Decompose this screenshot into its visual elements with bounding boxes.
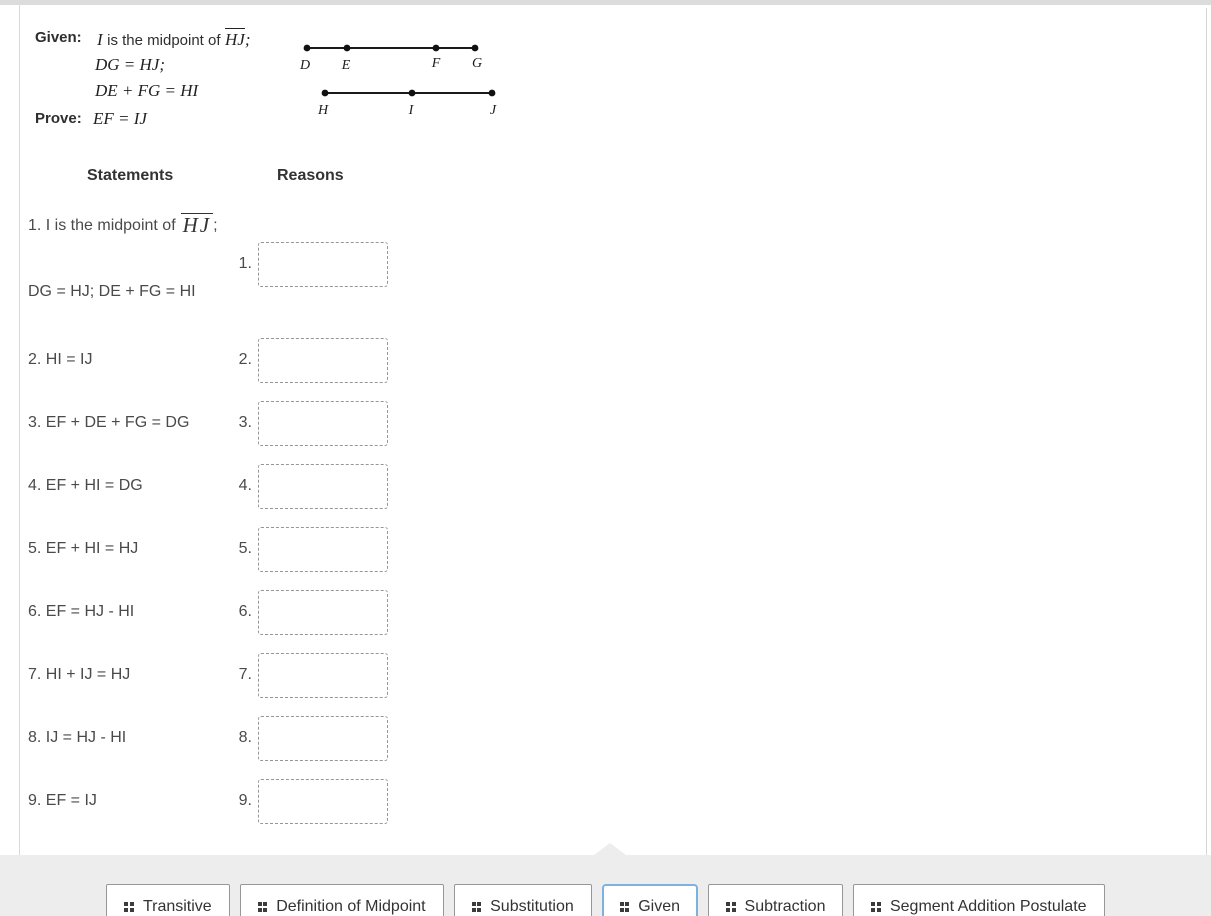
statement-6: 6. EF = HJ - HI bbox=[28, 603, 135, 620]
chip-given[interactable]: Given bbox=[602, 884, 698, 916]
given-line-3: DE + FG = HI bbox=[95, 81, 199, 100]
drag-handle-icon bbox=[124, 902, 134, 912]
proof-row-9 bbox=[0, 779, 420, 824]
reason-drop-zone-2[interactable] bbox=[258, 338, 388, 383]
reason-drop-zone-9[interactable] bbox=[258, 779, 388, 824]
proof-row-7 bbox=[0, 653, 420, 698]
point-F-dot bbox=[433, 45, 440, 52]
chip-subtraction[interactable]: Subtraction bbox=[708, 884, 843, 916]
point-I-dot bbox=[409, 90, 416, 97]
point-H-label: H bbox=[317, 103, 329, 118]
statement-1-line-1: 1. I is the midpoint of HJ ; bbox=[28, 213, 218, 237]
chip-transitive[interactable]: Transitive bbox=[106, 884, 229, 916]
given-label: Given: bbox=[35, 29, 82, 46]
reason-drop-zone-8[interactable] bbox=[258, 716, 388, 761]
tray-notch-icon bbox=[594, 843, 626, 855]
drag-handle-icon bbox=[258, 902, 268, 912]
proof-row-6 bbox=[0, 590, 420, 635]
proof-row-4 bbox=[0, 464, 420, 509]
segment-diagram bbox=[293, 32, 513, 127]
reason-number-6: 6. bbox=[238, 603, 252, 620]
proof-row-2 bbox=[0, 338, 420, 383]
statement-1-segment-overline: HJ bbox=[182, 213, 212, 237]
point-D-label: D bbox=[299, 58, 311, 73]
drag-handle-icon bbox=[726, 902, 736, 912]
statement-3: 3. EF + DE + FG = DG bbox=[28, 414, 190, 431]
chip-row bbox=[0, 884, 1211, 916]
point-H-dot bbox=[322, 90, 329, 97]
answer-chip-tray bbox=[0, 855, 1211, 916]
chip-definition-of-midpoint[interactable]: Definition of Midpoint bbox=[240, 884, 444, 916]
drag-handle-icon bbox=[871, 902, 881, 912]
point-I-label: I bbox=[408, 103, 414, 118]
point-J-label: J bbox=[489, 103, 497, 118]
reason-number-5: 5. bbox=[238, 540, 252, 557]
reason-drop-zone-5[interactable] bbox=[258, 527, 388, 572]
scroll-track-line bbox=[1206, 8, 1207, 916]
point-G-dot bbox=[472, 45, 479, 52]
reason-drop-zone-1[interactable] bbox=[258, 242, 388, 287]
statement-7: 7. HI + IJ = HJ bbox=[28, 666, 131, 683]
proof-row-8 bbox=[0, 716, 420, 761]
reason-number-3: 3. bbox=[238, 414, 252, 431]
given-line-1: I is the midpoint of HJ; bbox=[97, 30, 251, 49]
reason-number-7: 7. bbox=[238, 666, 252, 683]
top-divider bbox=[0, 0, 1211, 5]
drag-handle-icon bbox=[620, 902, 630, 912]
point-E-label: E bbox=[341, 58, 351, 73]
reason-drop-zone-7[interactable] bbox=[258, 653, 388, 698]
given-line-2: DG = HJ; bbox=[95, 55, 166, 74]
proof-row-3 bbox=[0, 401, 420, 446]
chip-substitution[interactable]: Substitution bbox=[454, 884, 592, 916]
reason-number-1: 1. bbox=[238, 255, 252, 272]
prove-label: Prove: bbox=[35, 110, 82, 127]
reason-number-8: 8. bbox=[238, 729, 252, 746]
reason-drop-zone-4[interactable] bbox=[258, 464, 388, 509]
statement-4: 4. EF + HI = DG bbox=[28, 477, 143, 494]
chip-segment-addition-postulate[interactable]: Segment Addition Postulate bbox=[853, 884, 1104, 916]
proof-row-5 bbox=[0, 527, 420, 572]
statement-1-line-2: DG = HJ; DE + FG = HI bbox=[28, 283, 196, 300]
reason-number-2: 2. bbox=[238, 351, 252, 368]
reason-number-4: 4. bbox=[238, 477, 252, 494]
point-D-dot bbox=[304, 45, 311, 52]
reason-number-9: 9. bbox=[238, 792, 252, 809]
point-F-label: F bbox=[431, 56, 441, 71]
point-J-dot bbox=[489, 90, 496, 97]
point-E-dot bbox=[344, 45, 351, 52]
statement-5: 5. EF + HI = HJ bbox=[28, 540, 139, 557]
prove-expression: EF = IJ bbox=[93, 109, 147, 128]
point-G-label: G bbox=[471, 56, 483, 71]
reason-drop-zone-6[interactable] bbox=[258, 590, 388, 635]
drag-handle-icon bbox=[472, 902, 482, 912]
segment-HJ-overline: HJ bbox=[224, 30, 245, 49]
reasons-header: Reasons bbox=[277, 167, 344, 184]
proof-row-1 bbox=[0, 213, 420, 300]
statement-9: 9. EF = IJ bbox=[28, 792, 97, 809]
reason-drop-zone-3[interactable] bbox=[258, 401, 388, 446]
statement-8: 8. IJ = HJ - HI bbox=[28, 729, 127, 746]
statement-2: 2. HI = IJ bbox=[28, 351, 93, 368]
statements-header: Statements bbox=[87, 167, 174, 184]
